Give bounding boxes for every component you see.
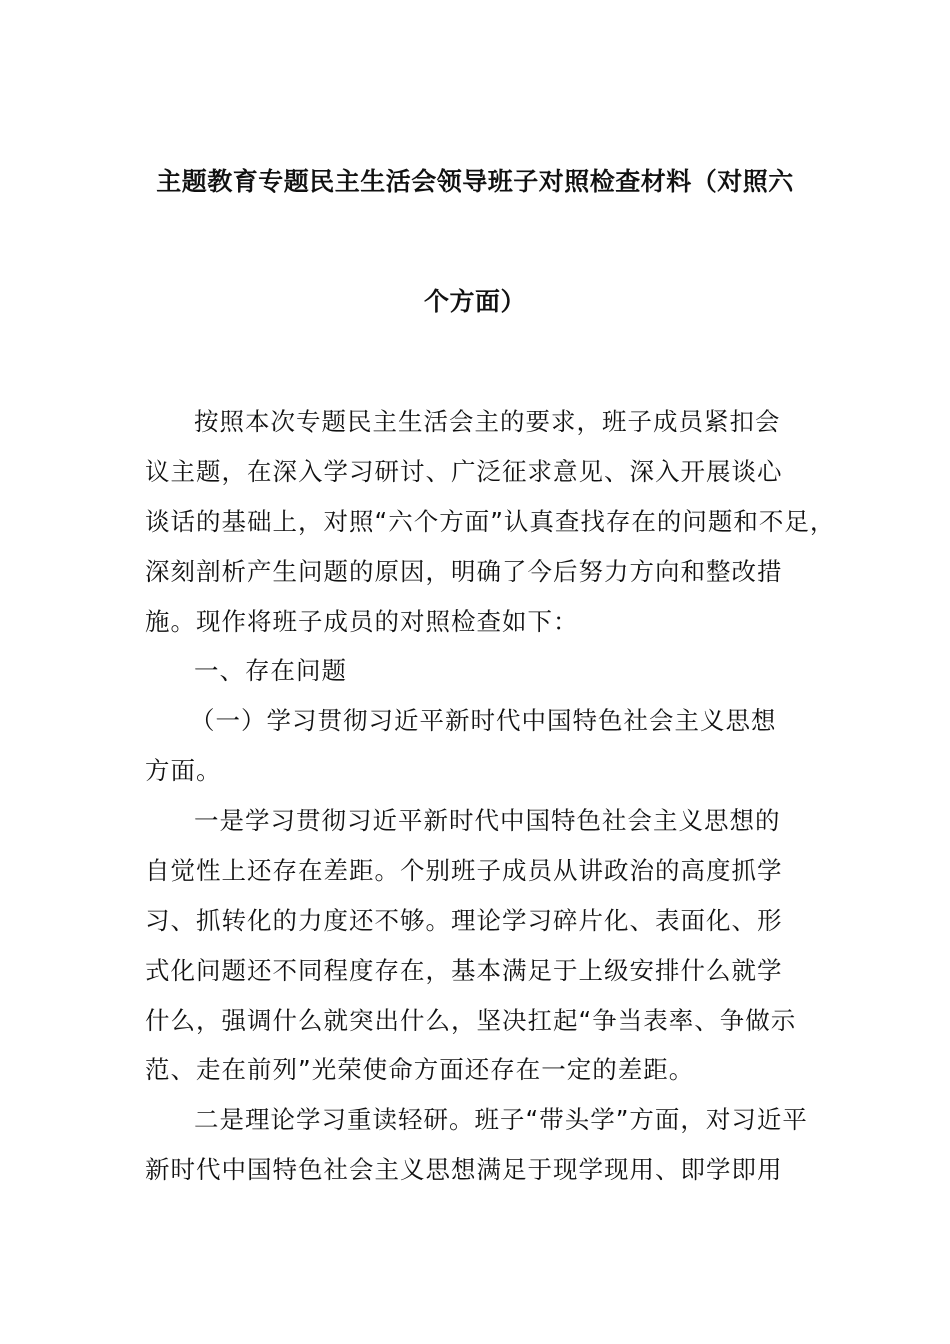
body-line: 自觉性上还存在差距。个别班子成员从讲政治的高度抓学 (145, 856, 783, 885)
body-line: 方面。 (145, 756, 222, 785)
subsection-heading: （一）学习贯彻习近平新时代中国特色社会主义思想 (190, 706, 777, 735)
section-heading: 一、存在问题 (194, 656, 347, 685)
body-line: 什么，强调什么就突出什么，坚决扛起“争当表率、争做示 (145, 1006, 797, 1035)
body-line: 谈话的基础上，对照“六个方面”认真查找存在的问题和不足， (145, 507, 836, 536)
body-line: 习、抓转化的力度还不够。理论学习碎片化、表面化、形 (145, 906, 783, 935)
body-line: 二是理论学习重读轻研。班子“带头学”方面，对习近平 (194, 1105, 808, 1134)
body-line: 新时代中国特色社会主义思想满足于现学现用、即学即用 (145, 1155, 783, 1184)
document-title-line-1: 主题教育专题民主生活会领导班子对照检查材料（对照六 (156, 167, 794, 196)
document-title-line-2: 个方面） (423, 287, 526, 316)
body-line: 一是学习贯彻习近平新时代中国特色社会主义思想的 (194, 806, 781, 835)
body-line: 按照本次专题民主生活会主的要求，班子成员紧扣会 (194, 407, 781, 436)
body-line: 式化问题还不同程度存在，基本满足于上级安排什么就学 (145, 956, 783, 985)
body-line: 深刻剖析产生问题的原因，明确了今后努力方向和整改措 (145, 557, 783, 586)
body-line: 施。现作将班子成员的对照检查如下： (145, 607, 579, 636)
body-line: 议主题，在深入学习研讨、广泛征求意见、深入开展谈心 (145, 457, 783, 486)
body-line: 范、走在前列”光荣使命方面还存在一定的差距。 (145, 1055, 695, 1084)
